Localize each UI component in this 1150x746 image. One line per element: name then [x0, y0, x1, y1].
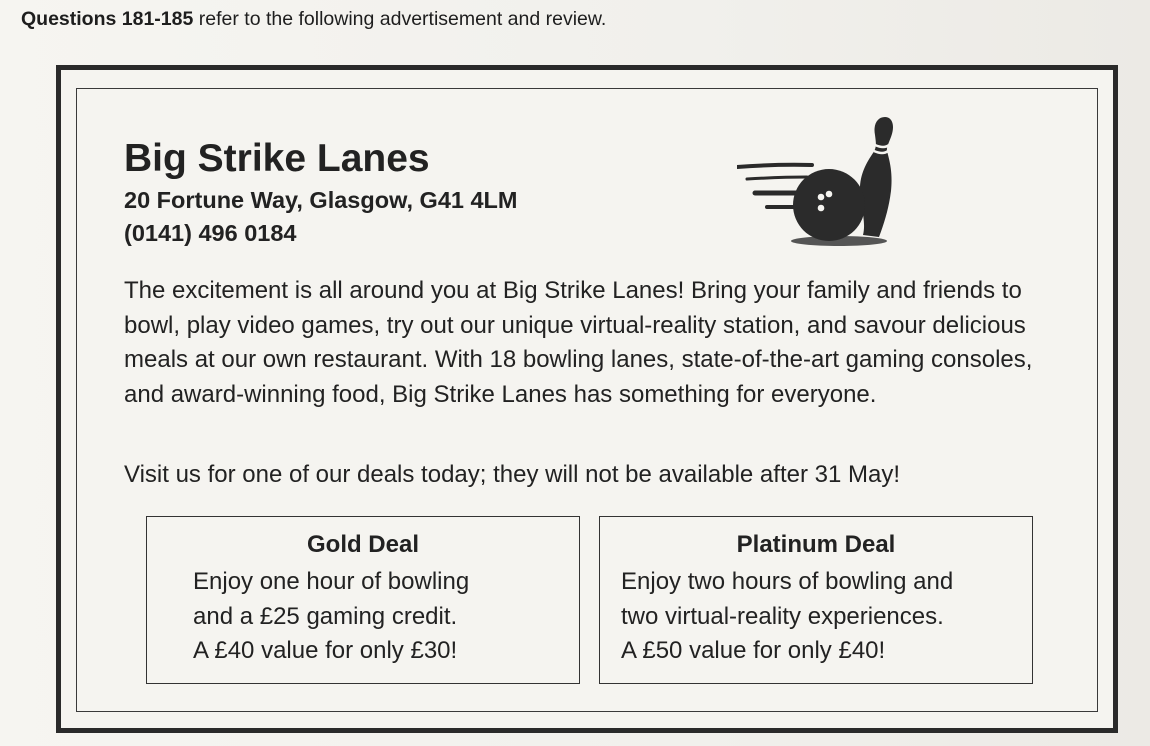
deal-line: Enjoy one hour of bowling [193, 568, 470, 595]
deal-line: Enjoy two hours of bowling and [621, 568, 954, 595]
deal-title: Platinum Deal [736, 531, 896, 558]
deal-line: A £50 value for only £40! [621, 637, 886, 664]
question-description: refer to the following advertisement and review. [193, 8, 607, 30]
advertisement-body: The excitement is all around you at Big Strike Lanes! Bring your family and friends to bowl, play video games, try out our unique virtual-reality station, and savour delicious meals at our own restaurant. With 18 bowling lanes, state-of-the-art gaming consoles, and award-winning food, Big Strike Lanes has something for everyone. [124, 277, 1033, 408]
platinum-deal-box [599, 516, 1033, 684]
bowling-ball-and-pin-icon [737, 109, 907, 249]
question-instructions [21, 8, 606, 31]
advertisement-frame [56, 65, 1118, 733]
deal-title: Gold Deal [306, 531, 420, 558]
business-address: 20 Fortune Way, Glasgow, G41 4LM [124, 187, 518, 213]
question-range: Questions 181-185 [21, 8, 194, 30]
deal-line: and a £25 gaming credit. [193, 602, 458, 630]
visit-notice: Visit us for one of our deals today; they will not be available after 31 May! [124, 461, 900, 488]
business-name: Big Strike Lanes [124, 137, 430, 180]
deal-description [621, 565, 953, 669]
deal-description [193, 565, 469, 669]
business-phone: (0141) 496 0184 [124, 220, 297, 246]
gold-deal-box [146, 516, 580, 684]
deal-line: A £40 value for only £30! [193, 637, 458, 664]
deal-line: two virtual-reality experiences. [621, 602, 944, 630]
advertisement-inner-border [76, 88, 1098, 712]
